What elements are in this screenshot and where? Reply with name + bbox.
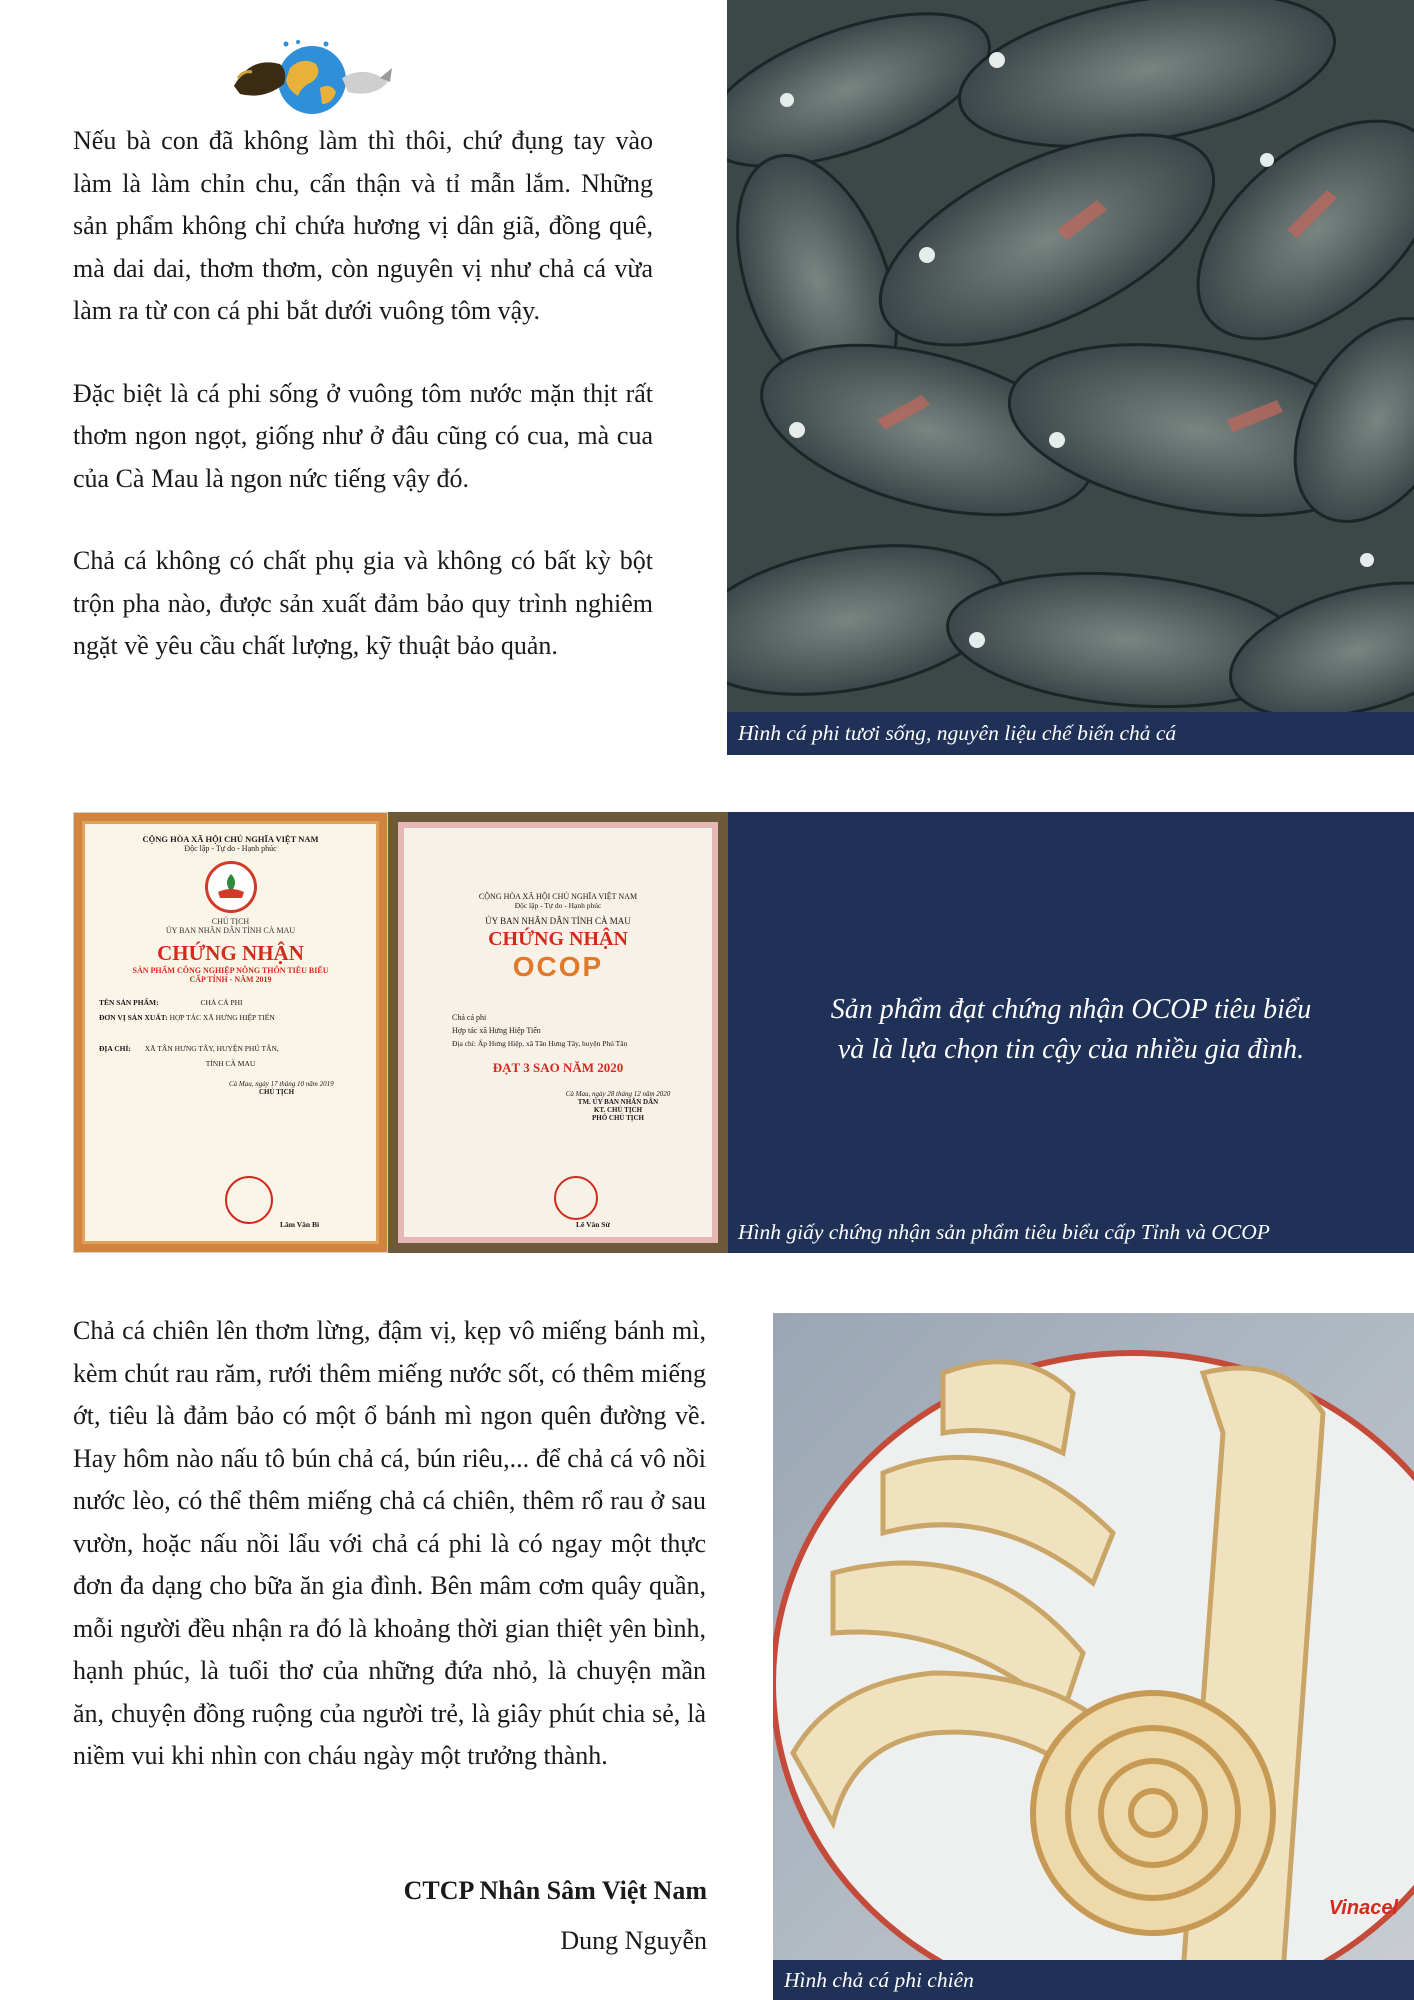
cert2-date: Cà Mau, ngày 28 tháng 12 năm 2020 (565, 1090, 671, 1098)
cert1-subtitle-year: CẤP TỈNH - NĂM 2019 (189, 975, 272, 984)
cert1-address: XÃ TÂN HƯNG TÂY, HUYỆN PHÚ TÂN, (144, 1044, 279, 1053)
certificates-quote-line-1: Sản phẩm đạt chứng nhận OCOP tiêu biểu (830, 994, 1312, 1025)
author-name: Dung Nguyễn (560, 1926, 707, 1955)
cert2-rating: ĐẠT 3 SAO NĂM 2020 (492, 1060, 624, 1075)
cert2-address: Địa chỉ: Ấp Hưng Hiệp, xã Tân Hưng Tây, huyện Phú Tân (452, 1039, 628, 1048)
certificate-ocop (388, 812, 728, 1253)
certificate-province (73, 812, 388, 1253)
cert1-product-label: TÊN SẢN PHẨM: (99, 998, 159, 1007)
vinacel-watermark: Vinacel (1328, 1897, 1398, 1919)
cert1-header: CỘNG HÒA XÃ HỘI CHỦ NGHĨA VIỆT NAM (142, 834, 319, 844)
cert1-seal-icon (225, 1176, 273, 1224)
certificates-caption: Hình giấy chứng nhận sản phẩm tiêu biểu cấp Tỉnh và OCOP (738, 1220, 1270, 1244)
cert2-sign-line2: KT. CHỦ TỊCH (593, 1106, 643, 1114)
cert1-subtitle: SẢN PHẨM CÔNG NGHIỆP NÔNG THÔN TIÊU BIỂU (132, 966, 329, 975)
cert2-sign-line3: PHÓ CHỦ TỊCH (592, 1114, 644, 1122)
cert2-sign-line1: TM. ỦY BAN NHÂN DÂN (577, 1098, 659, 1106)
closing-paragraph: Chả cá chiên lên thơm lừng, đậm vị, kẹp vô miếng bánh mì, kèm chút rau răm, rưới thêm miếng nước sốt, có thêm miếng ớt, tiêu là đảm bảo có một ổ bánh mì ngon quên đường về. Hay hôm nào nấu tô bún chả cá, bún riêu,... để chả cá vô nồi nước lèo, có thể thêm miếng chả cá chiên, thêm rổ rau ở sau vườn, hoặc nấu nồi lẩu với chả cá phi là có ngay một thực đơn đa dạng cho bữa ăn gia đình. Bên mâm cơm quây quần, mỗi người đều nhận ra đó là khoảng thời gian thiệt yên bình, hạnh phúc, là tuổi thơ của những đứa nhỏ, là chuyện mần ăn, chuyện đồng ruộng của người trẻ, là giây phút chia sẻ, là niềm vui khi nhìn con cháu ngày một trưởng thành. (73, 1316, 706, 1770)
cert1-unit-label: ĐƠN VỊ SẢN XUẤT: (99, 1013, 168, 1022)
intro-paragraph-1: Nếu bà con đã không làm thì thôi, chứ đụng tay vào làm là làm chỉn chu, cẩn thận và tỉ mẫn lắm. Những sản phẩm không chỉ chứa hương vị dân giã, đồng quê, mà dai dai, thơm thơm, còn nguyên vị như chả cá vừa làm ra từ con cá phi bắt dưới vuông tôm vậy. (73, 126, 653, 325)
cert1-title: CHỨNG NHẬN (157, 941, 304, 965)
fried-fish-cake-photo (773, 1313, 1414, 1960)
cert2-seal-icon (554, 1176, 598, 1220)
cert1-address-province: TỈNH CÀ MAU (205, 1059, 256, 1068)
fish-photo-caption: Hình cá phi tươi sống, nguyên liệu chế biến chả cá (727, 712, 1414, 755)
cert1-motto: Độc lập - Tự do - Hạnh phúc (184, 844, 277, 853)
cert1-product: CHẢ CÁ PHI (200, 998, 243, 1007)
cert1-sign-role: CHỦ TỊCH (259, 1088, 295, 1096)
certificates-quote-panel (728, 812, 1414, 1253)
fish-globe-logo (230, 38, 395, 118)
company-name: CTCP Nhân Sâm Việt Nam (403, 1876, 707, 1905)
cert2-header: CỘNG HÒA XÃ HỘI CHỦ NGHĨA VIỆT NAM (478, 892, 638, 901)
cert2-issuer: ỦY BAN NHÂN DÂN TỈNH CÀ MAU (485, 916, 631, 926)
cert1-issuer-role: CHỦ TỊCH (211, 917, 250, 926)
intro-text (73, 120, 653, 668)
closing-text (73, 1310, 706, 1778)
cert2-product: Chả cá phi (452, 1013, 487, 1022)
intro-paragraph-2: Đặc biệt là cá phi sống ở vuông tôm nước mặn thịt rất thơm ngon ngọt, giống như ở đâu cũng có cua, mà cua của Cà Mau là ngon nức tiếng vậy đó. (73, 378, 653, 493)
cert1-unit: HỢP TÁC XÃ HƯNG HIỆP TIẾN (169, 1013, 275, 1022)
intro-paragraph-3: Chả cá không có chất phụ gia và không có bất kỳ bột trộn pha nào, được sản xuất đảm bảo quy trình nghiêm ngặt về yêu cầu chất lượng, kỹ thuật bảo quản. (73, 546, 653, 660)
cert2-title: CHỨNG NHẬN (488, 928, 628, 950)
cert1-issuer: ỦY BAN NHÂN DÂN TỈNH CÀ MAU (165, 926, 296, 935)
cert2-signer: Lê Văn Sử (576, 1220, 610, 1229)
cert2-unit: Hợp tác xã Hưng Hiệp Tiến (452, 1026, 541, 1035)
cert1-emblem-icon (205, 861, 257, 913)
cert1-address-label: ĐỊA CHỈ: (99, 1044, 131, 1053)
fish-photo (727, 0, 1414, 712)
cert1-date: Cà Mau, ngày 17 tháng 10 năm 2019 (229, 1080, 334, 1088)
cert2-ocop-logo: OCOP (512, 951, 604, 982)
certificates-quote-line-2: và là lựa chọn tin cậy của nhiều gia đình. (837, 1034, 1305, 1065)
cert2-motto: Độc lập - Tự do - Hạnh phúc (514, 901, 602, 910)
cert1-signer: Lâm Văn Bi (280, 1220, 320, 1229)
fried-fish-cake-caption: Hình chả cá phi chiên (773, 1960, 1414, 2000)
